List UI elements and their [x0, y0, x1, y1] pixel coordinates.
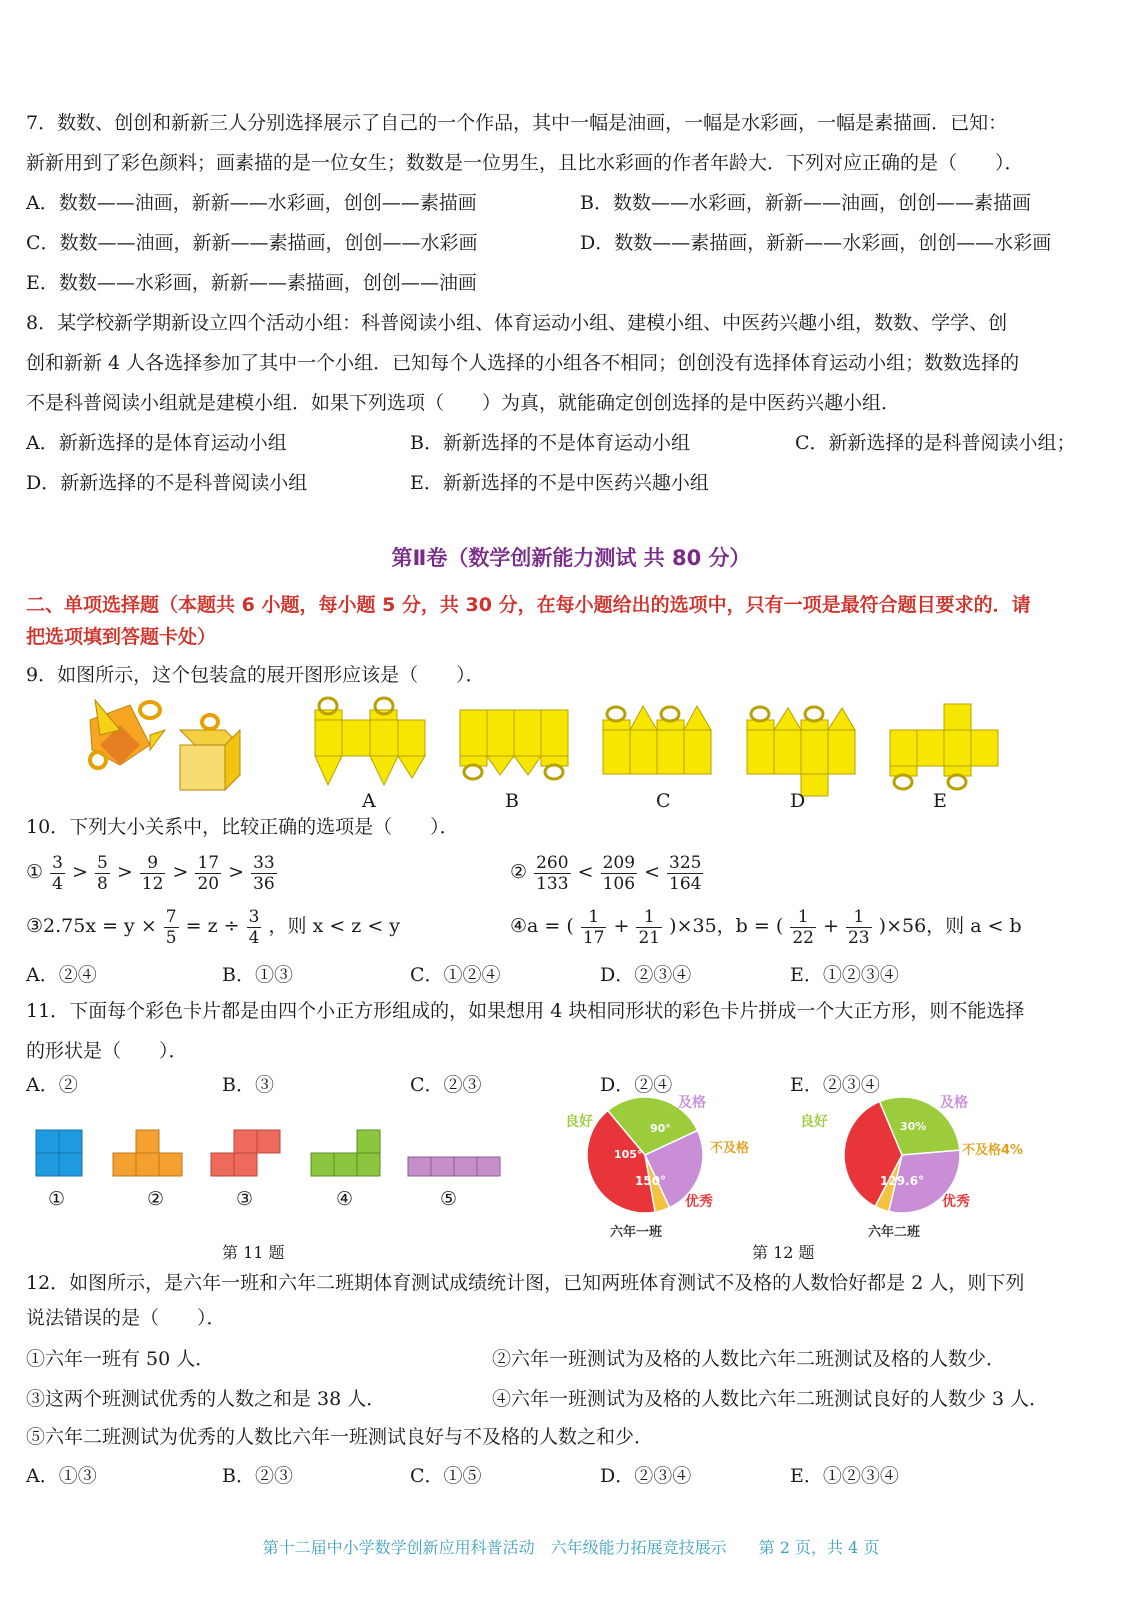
q12-statement-5: ⑤六年二班测试为优秀的人数比六年一班测试良好与不及格的人数之和少．: [26, 1426, 654, 1448]
q11-stem-line1: 11．下面每个彩色卡片都是由四个小正方形组成的，如果想用 4 块相同形状的彩色卡片拼成一个大正方形，则不能选择: [26, 1000, 1025, 1022]
q9-stem: 9．如图所示，这个包装盒的展开图形应该是（ ）．: [26, 664, 485, 686]
pie2-label-pass: 及格: [940, 1095, 968, 1111]
q10-frac: [251, 853, 277, 894]
q9-label-d: D: [790, 790, 806, 812]
q10-stem: 10．下列大小关系中，比较正确的选项是（ ）．: [26, 816, 459, 838]
shape-2: [113, 1130, 182, 1176]
pie2-title: 六年二班: [868, 1225, 921, 1240]
q10-item2: [510, 848, 704, 896]
q7-option-c: C．数数——油画，新新——素描画，创创——水彩画: [26, 232, 478, 254]
pie1-label-excellent: 优秀: [685, 1194, 713, 1210]
frac-den: 5: [165, 927, 177, 948]
q12-caption: 第 12 题: [752, 1243, 815, 1262]
q12-option-d: D．②③④: [600, 1465, 692, 1487]
q7-option-b: B．数数——水彩画，新新——油画，创创——素描画: [580, 192, 1031, 214]
q9-label-e: E: [933, 790, 947, 812]
q12-option-c: C．①⑤: [410, 1465, 482, 1487]
q9-net-e: [890, 704, 998, 789]
frac-den: 133: [536, 873, 569, 894]
shape-label-3: ③: [236, 1188, 254, 1210]
q7-stem-line1: 7．数数、创创和新新三人分别选择展示了自己的一个作品，其中一幅是油画，一幅是水彩画，一幅是素描画．已知：: [26, 112, 1008, 134]
q10-option-c: C．①②④: [410, 964, 501, 986]
shape-4: [311, 1130, 380, 1176]
q10-item3-mid: = z ÷: [185, 915, 240, 937]
shape-5: [408, 1157, 500, 1176]
q10-frac: [790, 907, 816, 948]
q11-option-e: E．②③④: [790, 1074, 880, 1096]
frac-den: 22: [792, 927, 814, 948]
frac-num: 3: [248, 906, 260, 927]
pie2-label-excellent: 优秀: [942, 1194, 970, 1210]
q11-caption: 第 11 题: [222, 1243, 285, 1262]
q7-option-a: A．数数——油画，新新——水彩画，创创——素描画: [26, 192, 477, 214]
frac-den: 20: [197, 873, 220, 894]
frac-num: 3: [52, 852, 63, 873]
q10-frac: [95, 853, 110, 894]
q9-net-b: [460, 710, 568, 779]
frac-num: 33: [253, 852, 275, 873]
q12-option-a: A．①③: [26, 1465, 97, 1487]
frac-num: 260: [536, 852, 569, 873]
q8-option-c: C．新新选择的是科普阅读小组；: [795, 432, 1076, 454]
q7-stem-line2: 新新用到了彩色颜料；画素描的是一位女生；数数是一位男生，且比水彩画的作者年龄大．下列对应正确的是（ ）．: [26, 152, 1024, 174]
q12-pie-charts: [550, 1090, 1050, 1240]
pie1-label-pass: 及格: [678, 1095, 706, 1111]
q10-option-b: B．①③: [222, 964, 293, 986]
frac-den: 4: [52, 873, 63, 894]
q12-statement-3: ③这两个班测试优秀的人数之和是 38 人．: [26, 1388, 386, 1410]
shape-label-2: ②: [147, 1188, 165, 1210]
q10-item4-suffix: )×56，则 a < b: [878, 915, 1022, 937]
section2-instruction-line2: 把选项填到答题卡处）: [26, 626, 217, 648]
q8-option-a: A．新新选择的是体育运动小组: [26, 432, 287, 454]
frac-den: 23: [847, 927, 870, 948]
pie2-label-good: 良好: [800, 1114, 828, 1130]
pie2-pct-pass: 30%: [900, 1120, 927, 1133]
q8-stem-line2: 创和新新 4 人各选择参加了其中一个小组．已知每个人选择的小组各不相同；创创没有选择体育运动小组；数数选择的: [26, 352, 1020, 374]
q10-item2-number: ②: [510, 861, 528, 883]
frac-num: 1: [581, 907, 607, 928]
frac-den: 17: [582, 927, 605, 948]
q12-option-e: E．①②③④: [790, 1465, 899, 1487]
q9-label-b: B: [505, 790, 519, 812]
q10-option-d: D．②③④: [600, 964, 692, 986]
frac-den: 21: [638, 927, 661, 948]
q12-option-b: B．②③: [222, 1465, 293, 1487]
pie1-label-good: 良好: [565, 1114, 593, 1130]
q12-statement-4: ④六年一班测试为及格的人数比六年二班测试良好的人数少 3 人．: [492, 1388, 1049, 1410]
q9-box-illustration: [90, 700, 240, 790]
frac-num: 7: [165, 906, 177, 927]
q10-item3-suffix: ，则 x < z < y: [268, 915, 401, 937]
q7-option-e: E．数数——水彩画，新新——素描画，创创——油画: [26, 272, 477, 294]
frac-den: 36: [253, 873, 275, 894]
pie1-angle-pass: 90°: [650, 1122, 671, 1135]
q10-frac: [195, 853, 221, 894]
q9-label-c: C: [656, 790, 671, 812]
frac-num: 1: [846, 907, 872, 928]
pie2-label-fail: 不及格4%: [962, 1143, 1024, 1158]
q10-item3: [26, 902, 400, 950]
q11-shapes: [0, 1120, 540, 1200]
q10-frac: [846, 907, 872, 948]
q10-frac: [581, 907, 607, 948]
q8-stem-line3: 不是科普阅读小组就是建模小组．如果下列选项（ ）为真，就能确定创创选择的是中医药兴趣小组．: [26, 392, 901, 414]
q11-stem-line2: 的形状是（ ）．: [26, 1040, 188, 1062]
q8-option-b: B．新新选择的不是体育运动小组: [410, 432, 690, 454]
frac-num: 209: [602, 852, 636, 873]
page-footer: 第十二届中小学数学创新应用科普活动 六年级能力拓展竞技展示 第 2 页，共 4 页: [262, 1538, 880, 1557]
shape-label-5: ⑤: [440, 1188, 458, 1210]
q10-item3-prefix: ③2.75x = y ×: [26, 915, 157, 937]
frac-den: 164: [669, 873, 702, 894]
pie1-angle-good: 105°: [614, 1148, 643, 1161]
shape-label-1: ①: [48, 1188, 66, 1210]
frac-num: 17: [197, 852, 220, 873]
plus-sign: +: [823, 915, 839, 937]
q8-option-d: D．新新选择的不是科普阅读小组: [26, 472, 308, 494]
q12-stem-line2: 说法错误的是（ ）．: [26, 1307, 226, 1329]
q10-item4: [510, 902, 1022, 950]
q12-statement-2: ②六年一班测试为及格的人数比六年二班测试及格的人数少．: [492, 1348, 1006, 1370]
q10-frac: [164, 907, 179, 948]
q12-statement-1: ①六年一班有 50 人．: [26, 1348, 215, 1370]
q10-frac: [636, 907, 662, 948]
pie1-label-fail: 不及格: [710, 1141, 750, 1156]
q12-stem-line1: 12．如图所示，是六年一班和六年二班期体育测试成绩统计图，已知两班体育测试不及格的人数恰好都是 2 人，则下列: [26, 1272, 1025, 1294]
frac-num: 1: [636, 907, 662, 928]
q9-net-c: [603, 706, 711, 774]
q9-net-a: [315, 698, 425, 785]
q10-item1-number: ①: [26, 861, 44, 883]
q11-option-b: B．③: [222, 1074, 274, 1096]
frac-num: 325: [669, 852, 702, 873]
gt-sign: >: [71, 861, 88, 883]
shape-1: [36, 1130, 82, 1176]
q8-stem-line1: 8．某学校新学期新设立四个活动小组：科普阅读小组、体育运动小组、建模小组、中医药兴趣小组，数数、学学、创: [26, 312, 1008, 334]
q10-item1: [26, 848, 278, 896]
section2-instruction-line1: 二、单项选择题（本题共 6 小题，每小题 5 分，共 30 分，在每小题给出的选项中，只有一项是最符合题目要求的．请: [26, 594, 1031, 616]
frac-den: 106: [602, 873, 636, 894]
shape-label-4: ④: [336, 1188, 354, 1210]
q10-frac: [534, 853, 570, 894]
q11-option-c: C．②③: [410, 1074, 482, 1096]
q10-option-e: E．①②③④: [790, 964, 899, 986]
frac-den: 8: [96, 873, 108, 894]
q9-label-a: A: [362, 790, 376, 812]
q10-option-a: A．②④: [26, 964, 97, 986]
plus-sign: +: [613, 915, 630, 937]
q7-option-d: D．数数——素描画，新新——水彩画，创创——水彩画: [580, 232, 1052, 254]
q11-option-a: A．②: [26, 1074, 78, 1096]
lt-sign: <: [644, 861, 660, 883]
q11-option-d: D．②④: [600, 1074, 673, 1096]
lt-sign: <: [577, 861, 594, 883]
section-title: 第Ⅱ卷（数学创新能力测试 共 80 分）: [391, 546, 751, 570]
q10-frac: [667, 853, 703, 894]
pie1-title: 六年一班: [610, 1225, 663, 1240]
pie2-angle-excellent: 129.6°: [880, 1174, 924, 1188]
q10-frac: [140, 853, 166, 894]
q8-option-e: E．新新选择的不是中医药兴趣小组: [410, 472, 709, 494]
gt-sign: >: [116, 861, 133, 883]
shape-3: [211, 1130, 280, 1176]
frac-num: 9: [140, 853, 166, 874]
q10-item4-prefix: ④a = (: [510, 915, 574, 937]
frac-num: 1: [790, 907, 816, 928]
q9-net-d: [747, 707, 855, 796]
q10-frac: [601, 853, 637, 894]
frac-den: 4: [248, 927, 260, 948]
gt-sign: >: [228, 861, 245, 883]
q10-item4-mid: )×35，b = (: [669, 915, 784, 937]
q10-frac: [247, 907, 262, 948]
q10-frac: [50, 853, 65, 894]
frac-den: 12: [141, 873, 164, 894]
gt-sign: >: [172, 861, 189, 883]
frac-num: 5: [96, 852, 108, 873]
q9-figures: [0, 690, 1142, 820]
pie1-angle-excellent: 150°: [635, 1174, 667, 1188]
